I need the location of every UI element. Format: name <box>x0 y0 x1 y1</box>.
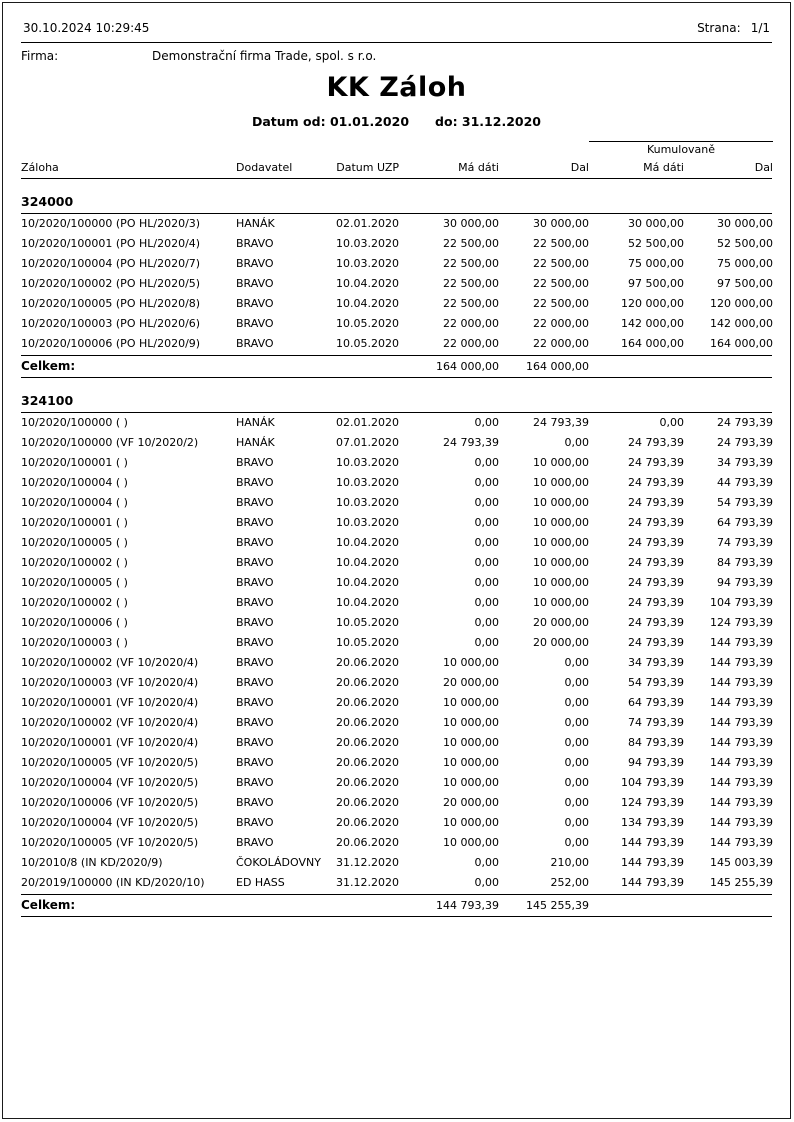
kumulovane-row <box>21 141 772 158</box>
cell-ma-dati: 0,00 <box>474 636 499 649</box>
cell-kum-dal: 144 793,39 <box>710 676 773 689</box>
cell-dal: 22 500,00 <box>533 277 589 290</box>
cell-dodavatel <box>236 356 329 377</box>
account-header-row <box>21 391 772 413</box>
cell-dal: 0,00 <box>564 656 589 669</box>
totals-row <box>21 894 772 917</box>
cell-dal: 10 000,00 <box>533 536 589 549</box>
table-row <box>21 413 772 433</box>
cell-datum-uzp: 10.03.2020 <box>336 456 399 469</box>
cell-datum-uzp: 10.03.2020 <box>336 257 399 270</box>
cell-kum-ma-dati: 24 793,39 <box>628 436 684 449</box>
cell-kum-ma-dati: 24 793,39 <box>628 596 684 609</box>
table-row <box>21 753 772 773</box>
cell-dodavatel: BRAVO <box>236 756 274 769</box>
report-title: KK Záloh <box>326 72 467 103</box>
cell-zaloha: 10/2010/8 (IN KD/2020/9) <box>21 856 163 869</box>
cell-dodavatel: HANÁK <box>236 416 275 429</box>
cell-ma-dati: 0,00 <box>474 536 499 549</box>
cell-kum-ma-dati: 24 793,39 <box>628 456 684 469</box>
cell-zaloha: 10/2020/100003 (PO HL/2020/6) <box>21 317 201 330</box>
totals-label: Celkem: <box>21 898 76 912</box>
firm-name: Demonstrační firma Trade, spol. s r.o. <box>152 49 377 63</box>
cell-dodavatel: BRAVO <box>236 237 274 250</box>
cell-kum-dal: 24 793,39 <box>717 436 773 449</box>
cell-kum-dal: 145 255,39 <box>710 876 773 889</box>
cell-ma-dati: 10 000,00 <box>443 816 499 829</box>
cell-dodavatel: BRAVO <box>236 736 274 749</box>
cell-kum-dal <box>684 356 773 377</box>
cell-ma-dati: 0,00 <box>474 576 499 589</box>
page-header <box>21 15 772 43</box>
cell-dodavatel: BRAVO <box>236 596 274 609</box>
cell-dodavatel: BRAVO <box>236 676 274 689</box>
cell-dodavatel: BRAVO <box>236 776 274 789</box>
table-row <box>21 853 772 873</box>
cell-zaloha: 10/2020/100006 (VF 10/2020/5) <box>21 796 199 809</box>
cell-datum-uzp: 10.05.2020 <box>336 616 399 629</box>
cell-dal: 252,00 <box>550 876 589 889</box>
cell-dal: 30 000,00 <box>533 217 589 230</box>
cell-kum-ma-dati: 75 000,00 <box>628 257 684 270</box>
cell-datum-uzp: 20.06.2020 <box>336 716 399 729</box>
cell-dodavatel: HANÁK <box>236 217 275 230</box>
cell-kum-dal: 124 793,39 <box>710 616 773 629</box>
table-row <box>21 513 772 533</box>
cell-dodavatel: BRAVO <box>236 616 274 629</box>
cell-dal: 10 000,00 <box>533 556 589 569</box>
cell-zaloha: 10/2020/100005 ( ) <box>21 536 128 549</box>
cell-dal: 22 500,00 <box>533 237 589 250</box>
cell-dodavatel: BRAVO <box>236 297 274 310</box>
cell-kum-ma-dati <box>589 895 684 916</box>
cell-zaloha: 10/2020/100002 ( ) <box>21 596 128 609</box>
cell-zaloha: 10/2020/100001 (VF 10/2020/4) <box>21 736 199 749</box>
cell-dodavatel: BRAVO <box>236 476 274 489</box>
cell-zaloha: 10/2020/100005 (VF 10/2020/5) <box>21 756 199 769</box>
cell-zaloha: 10/2020/100003 ( ) <box>21 636 128 649</box>
cell-ma-dati: 0,00 <box>474 616 499 629</box>
cell-ma-dati: 0,00 <box>474 476 499 489</box>
cell-kum-dal: 52 500,00 <box>717 237 773 250</box>
table-row <box>21 593 772 613</box>
cell-kum-dal <box>684 895 773 916</box>
cell-dodavatel: BRAVO <box>236 257 274 270</box>
table-row <box>21 653 772 673</box>
cell-datum-uzp: 07.01.2020 <box>336 436 399 449</box>
cell-kum-dal: 44 793,39 <box>717 476 773 489</box>
cell-dal: 0,00 <box>564 756 589 769</box>
cell-kum-dal: 54 793,39 <box>717 496 773 509</box>
cell-dodavatel: BRAVO <box>236 337 274 350</box>
cell-dodavatel: BRAVO <box>236 576 274 589</box>
cell-dodavatel: BRAVO <box>236 716 274 729</box>
cell-datum-uzp: 02.01.2020 <box>336 217 399 230</box>
cell-kum-dal: 144 793,39 <box>710 736 773 749</box>
cell-dodavatel: ED HASS <box>236 876 285 889</box>
cell-zaloha: 10/2020/100002 ( ) <box>21 556 128 569</box>
cell-zaloha: 10/2020/100004 (VF 10/2020/5) <box>21 816 199 829</box>
cell-kum-ma-dati: 97 500,00 <box>628 277 684 290</box>
cell-ma-dati: 0,00 <box>474 516 499 529</box>
print-timestamp: 30.10.2024 10:29:45 <box>23 21 150 35</box>
cell-kum-ma-dati: 24 793,39 <box>628 636 684 649</box>
cell-datum-uzp: 20.06.2020 <box>336 796 399 809</box>
table-row <box>21 793 772 813</box>
cell-kum-ma-dati: 142 000,00 <box>621 317 684 330</box>
table-row <box>21 473 772 493</box>
cell-kum-dal: 64 793,39 <box>717 516 773 529</box>
cell-kum-dal: 144 793,39 <box>710 696 773 709</box>
cell-zaloha: 10/2020/100001 ( ) <box>21 516 128 529</box>
cell-dodavatel: BRAVO <box>236 317 274 330</box>
cell-kum-ma-dati: 24 793,39 <box>628 556 684 569</box>
cell-dal: 210,00 <box>550 856 589 869</box>
cell-ma-dati: 22 000,00 <box>443 337 499 350</box>
cell-kum-ma-dati: 104 793,39 <box>621 776 684 789</box>
cell-kum-ma-dati: 24 793,39 <box>628 576 684 589</box>
cell-ma-dati: 20 000,00 <box>443 796 499 809</box>
cell-dodavatel: BRAVO <box>236 656 274 669</box>
totals-row <box>21 355 772 378</box>
cell-dal: 24 793,39 <box>533 416 589 429</box>
cell-kum-ma-dati: 0,00 <box>659 416 684 429</box>
cell-kum-dal: 144 793,39 <box>710 776 773 789</box>
cell-datum-uzp: 10.03.2020 <box>336 496 399 509</box>
cell-zaloha: 10/2020/100005 (VF 10/2020/5) <box>21 836 199 849</box>
page-label: Strana: <box>697 21 741 35</box>
cell-zaloha: 10/2020/100002 (PO HL/2020/5) <box>21 277 201 290</box>
cell-dal: 22 500,00 <box>533 297 589 310</box>
cell-dal: 22 000,00 <box>533 337 589 350</box>
cell-ma-dati: 22 000,00 <box>443 317 499 330</box>
cell-ma-dati: 164 000,00 <box>436 360 499 373</box>
table-row <box>21 733 772 753</box>
table-row <box>21 234 772 254</box>
cell-ma-dati: 20 000,00 <box>443 676 499 689</box>
cell-dal: 22 000,00 <box>533 317 589 330</box>
cell-zaloha: 10/2020/100001 ( ) <box>21 456 128 469</box>
cell-ma-dati: 0,00 <box>474 556 499 569</box>
table-row <box>21 833 772 853</box>
cell-dodavatel: BRAVO <box>236 277 274 290</box>
cell-zaloha: 10/2020/100006 ( ) <box>21 616 128 629</box>
cell-datum-uzp: 10.04.2020 <box>336 536 399 549</box>
cell-ma-dati: 30 000,00 <box>443 217 499 230</box>
cell-kum-ma-dati: 144 793,39 <box>621 836 684 849</box>
cell-dal: 0,00 <box>564 436 589 449</box>
cell-dodavatel <box>236 895 329 916</box>
cell-zaloha: 10/2020/100001 (PO HL/2020/4) <box>21 237 201 250</box>
table-row <box>21 553 772 573</box>
table-row <box>21 314 772 334</box>
cell-datum-uzp: 10.04.2020 <box>336 277 399 290</box>
cell-kum-dal: 144 793,39 <box>710 816 773 829</box>
totals-label: Celkem: <box>21 359 76 373</box>
cell-kum-dal: 144 793,39 <box>710 636 773 649</box>
table-row <box>21 573 772 593</box>
table-row <box>21 433 772 453</box>
cell-dodavatel: BRAVO <box>236 536 274 549</box>
cell-ma-dati: 24 793,39 <box>443 436 499 449</box>
cell-dodavatel: BRAVO <box>236 816 274 829</box>
table-body <box>21 192 772 917</box>
account-number: 324100 <box>21 393 74 408</box>
cell-kum-dal: 144 793,39 <box>710 716 773 729</box>
cell-datum-uzp: 10.03.2020 <box>336 237 399 250</box>
cell-kum-ma-dati: 94 793,39 <box>628 756 684 769</box>
cell-datum-uzp: 20.06.2020 <box>336 836 399 849</box>
cell-zaloha: 10/2020/100000 (VF 10/2020/2) <box>21 436 199 449</box>
account-section <box>21 391 772 917</box>
cell-ma-dati: 0,00 <box>474 596 499 609</box>
cell-dal: 0,00 <box>564 676 589 689</box>
cell-zaloha: 10/2020/100000 (PO HL/2020/3) <box>21 217 201 230</box>
cell-kum-ma-dati: 84 793,39 <box>628 736 684 749</box>
cell-kum-ma-dati: 164 000,00 <box>621 337 684 350</box>
table-row <box>21 533 772 553</box>
cell-dal: 0,00 <box>564 836 589 849</box>
table-row <box>21 633 772 653</box>
cell-ma-dati: 10 000,00 <box>443 756 499 769</box>
cell-dodavatel: BRAVO <box>236 796 274 809</box>
cell-zaloha: 10/2020/100006 (PO HL/2020/9) <box>21 337 201 350</box>
table-row <box>21 453 772 473</box>
cell-ma-dati: 0,00 <box>474 856 499 869</box>
report-page <box>2 2 791 1119</box>
cell-kum-dal: 74 793,39 <box>717 536 773 549</box>
cell-dodavatel: BRAVO <box>236 516 274 529</box>
cell-dal: 164 000,00 <box>526 360 589 373</box>
cell-kum-ma-dati: 54 793,39 <box>628 676 684 689</box>
col-header-datum-uzp: Datum UZP <box>336 161 399 174</box>
table-row <box>21 713 772 733</box>
cell-kum-ma-dati <box>589 356 684 377</box>
cell-zaloha: 20/2019/100000 (IN KD/2020/10) <box>21 876 205 889</box>
cell-ma-dati: 0,00 <box>474 456 499 469</box>
cell-dodavatel: BRAVO <box>236 636 274 649</box>
cell-ma-dati: 10 000,00 <box>443 836 499 849</box>
cell-datum-uzp: 10.04.2020 <box>336 596 399 609</box>
cell-ma-dati: 10 000,00 <box>443 716 499 729</box>
cell-ma-dati: 10 000,00 <box>443 736 499 749</box>
cell-kum-ma-dati: 24 793,39 <box>628 616 684 629</box>
cell-dodavatel: BRAVO <box>236 556 274 569</box>
col-header-kum-dal: Dal <box>754 161 773 174</box>
cell-kum-dal: 120 000,00 <box>710 297 773 310</box>
cell-kum-ma-dati: 24 793,39 <box>628 476 684 489</box>
cell-datum-uzp: 20.06.2020 <box>336 676 399 689</box>
cell-dal: 20 000,00 <box>533 636 589 649</box>
cell-ma-dati: 10 000,00 <box>443 656 499 669</box>
cell-kum-dal: 30 000,00 <box>717 217 773 230</box>
cell-datum-uzp: 31.12.2020 <box>336 856 399 869</box>
table-row <box>21 214 772 234</box>
cell-dodavatel: BRAVO <box>236 696 274 709</box>
cell-zaloha: 10/2020/100004 ( ) <box>21 496 128 509</box>
cell-ma-dati: 10 000,00 <box>443 696 499 709</box>
cell-ma-dati: 22 500,00 <box>443 257 499 270</box>
cell-kum-dal: 84 793,39 <box>717 556 773 569</box>
cell-datum-uzp: 20.06.2020 <box>336 756 399 769</box>
table-row <box>21 294 772 314</box>
date-range <box>21 114 772 129</box>
cell-kum-dal: 34 793,39 <box>717 456 773 469</box>
cell-datum-uzp: 20.06.2020 <box>336 696 399 709</box>
cell-kum-dal: 144 793,39 <box>710 756 773 769</box>
cell-datum-uzp: 10.04.2020 <box>336 576 399 589</box>
cell-datum-uzp: 10.05.2020 <box>336 317 399 330</box>
cell-dal: 10 000,00 <box>533 596 589 609</box>
cell-zaloha: 10/2020/100002 (VF 10/2020/4) <box>21 656 199 669</box>
column-header-row <box>21 158 772 179</box>
cell-datum-uzp: 20.06.2020 <box>336 816 399 829</box>
table-row <box>21 693 772 713</box>
date-to: do: 31.12.2020 <box>435 114 541 129</box>
cell-dal: 0,00 <box>564 816 589 829</box>
cell-zaloha: 10/2020/100000 ( ) <box>21 416 128 429</box>
cell-datum-uzp <box>329 356 399 377</box>
cell-kum-ma-dati: 24 793,39 <box>628 516 684 529</box>
cell-kum-ma-dati: 52 500,00 <box>628 237 684 250</box>
cell-kum-ma-dati: 24 793,39 <box>628 536 684 549</box>
table-row <box>21 493 772 513</box>
cell-dodavatel: BRAVO <box>236 456 274 469</box>
account-header-row <box>21 192 772 214</box>
cell-kum-dal: 97 500,00 <box>717 277 773 290</box>
page-number: 1/1 <box>750 21 770 35</box>
cell-ma-dati: 22 500,00 <box>443 237 499 250</box>
cell-dal: 10 000,00 <box>533 476 589 489</box>
cell-datum-uzp: 20.06.2020 <box>336 736 399 749</box>
cell-zaloha: 10/2020/100005 (PO HL/2020/8) <box>21 297 201 310</box>
cell-zaloha: 10/2020/100004 (PO HL/2020/7) <box>21 257 201 270</box>
cell-dal: 20 000,00 <box>533 616 589 629</box>
cell-dodavatel: BRAVO <box>236 496 274 509</box>
cell-datum-uzp <box>329 895 399 916</box>
cell-dal: 0,00 <box>564 776 589 789</box>
cell-datum-uzp: 10.04.2020 <box>336 297 399 310</box>
cell-dal: 10 000,00 <box>533 496 589 509</box>
cell-kum-ma-dati: 34 793,39 <box>628 656 684 669</box>
cell-kum-ma-dati: 24 793,39 <box>628 496 684 509</box>
cell-kum-ma-dati: 120 000,00 <box>621 297 684 310</box>
cell-ma-dati: 22 500,00 <box>443 297 499 310</box>
table-row <box>21 773 772 793</box>
cell-datum-uzp: 10.03.2020 <box>336 476 399 489</box>
cell-ma-dati: 22 500,00 <box>443 277 499 290</box>
cell-ma-dati: 144 793,39 <box>436 899 499 912</box>
cell-ma-dati: 0,00 <box>474 416 499 429</box>
cell-kum-dal: 24 793,39 <box>717 416 773 429</box>
table-row <box>21 613 772 633</box>
cell-dal: 22 500,00 <box>533 257 589 270</box>
cell-zaloha: 10/2020/100004 ( ) <box>21 476 128 489</box>
cell-kum-dal: 145 003,39 <box>710 856 773 869</box>
cell-kum-ma-dati: 134 793,39 <box>621 816 684 829</box>
cell-kum-dal: 142 000,00 <box>710 317 773 330</box>
col-header-dal: Dal <box>570 161 589 174</box>
cell-zaloha: 10/2020/100002 (VF 10/2020/4) <box>21 716 199 729</box>
cell-kum-ma-dati: 124 793,39 <box>621 796 684 809</box>
kumulovane-group-label: Kumulovaně <box>589 141 773 158</box>
cell-kum-dal: 94 793,39 <box>717 576 773 589</box>
cell-kum-dal: 144 793,39 <box>710 656 773 669</box>
table-row <box>21 334 772 354</box>
table-row <box>21 673 772 693</box>
cell-ma-dati: 0,00 <box>474 876 499 889</box>
account-number: 324000 <box>21 194 74 209</box>
cell-zaloha: 10/2020/100005 ( ) <box>21 576 128 589</box>
cell-dal: 0,00 <box>564 696 589 709</box>
cell-dodavatel: BRAVO <box>236 836 274 849</box>
col-header-ma-dati: Má dáti <box>458 161 499 174</box>
cell-kum-ma-dati: 64 793,39 <box>628 696 684 709</box>
cell-datum-uzp: 31.12.2020 <box>336 876 399 889</box>
cell-dodavatel: ČOKOLÁDOVNY <box>236 856 321 869</box>
table-row <box>21 274 772 294</box>
col-header-zaloha: Záloha <box>21 161 59 174</box>
cell-dal: 10 000,00 <box>533 576 589 589</box>
cell-kum-dal: 144 793,39 <box>710 836 773 849</box>
cell-dodavatel: HANÁK <box>236 436 275 449</box>
table-row <box>21 813 772 833</box>
cell-kum-dal: 144 793,39 <box>710 796 773 809</box>
cell-zaloha: 10/2020/100003 (VF 10/2020/4) <box>21 676 199 689</box>
cell-zaloha: 10/2020/100001 (VF 10/2020/4) <box>21 696 199 709</box>
cell-kum-ma-dati: 30 000,00 <box>628 217 684 230</box>
cell-ma-dati: 0,00 <box>474 496 499 509</box>
cell-kum-dal: 104 793,39 <box>710 596 773 609</box>
cell-datum-uzp: 10.04.2020 <box>336 556 399 569</box>
cell-dal: 10 000,00 <box>533 456 589 469</box>
cell-datum-uzp: 02.01.2020 <box>336 416 399 429</box>
cell-kum-ma-dati: 144 793,39 <box>621 876 684 889</box>
cell-dal: 145 255,39 <box>526 899 589 912</box>
cell-kum-dal: 164 000,00 <box>710 337 773 350</box>
cell-datum-uzp: 10.03.2020 <box>336 516 399 529</box>
cell-dal: 10 000,00 <box>533 516 589 529</box>
cell-dal: 0,00 <box>564 736 589 749</box>
table-header <box>21 141 772 179</box>
cell-ma-dati: 10 000,00 <box>443 776 499 789</box>
cell-dal: 0,00 <box>564 716 589 729</box>
cell-zaloha: 10/2020/100004 (VF 10/2020/5) <box>21 776 199 789</box>
cell-kum-ma-dati: 144 793,39 <box>621 856 684 869</box>
account-section <box>21 192 772 378</box>
cell-datum-uzp: 20.06.2020 <box>336 776 399 789</box>
cell-datum-uzp: 20.06.2020 <box>336 656 399 669</box>
date-from: Datum od: 01.01.2020 <box>252 114 410 129</box>
table-row <box>21 254 772 274</box>
cell-datum-uzp: 10.05.2020 <box>336 337 399 350</box>
firm-row <box>21 49 772 63</box>
cell-dal: 0,00 <box>564 796 589 809</box>
page-indicator <box>697 21 770 35</box>
cell-kum-ma-dati: 74 793,39 <box>628 716 684 729</box>
col-header-kum-ma-dati: Má dáti <box>643 161 684 174</box>
cell-datum-uzp: 10.05.2020 <box>336 636 399 649</box>
cell-kum-dal: 75 000,00 <box>717 257 773 270</box>
firm-label: Firma: <box>21 49 59 63</box>
col-header-dodavatel: Dodavatel <box>236 161 293 174</box>
table-row <box>21 873 772 893</box>
